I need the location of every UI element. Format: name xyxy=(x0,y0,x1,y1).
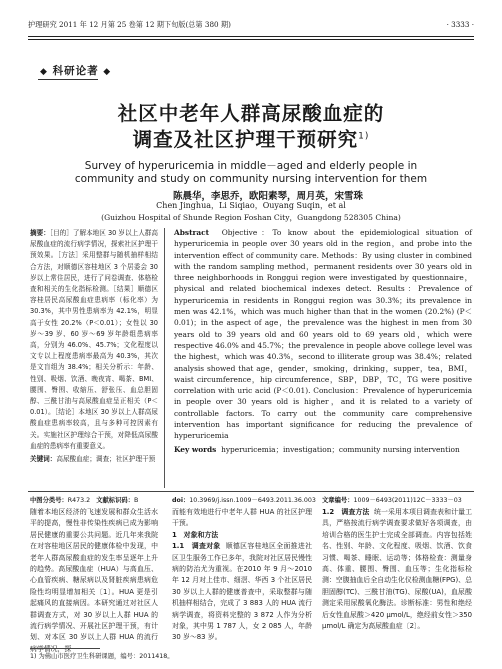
keywords-en-body: hyperuricemia；investigation；community nursing intervention xyxy=(221,444,460,454)
section-underline xyxy=(38,79,98,80)
abstract-en-label: Abstract xyxy=(174,228,210,237)
abstract-cn-body: ［目的］了解本地区 30 岁以上人群高尿酸血症的流行病学情况，探索社区护理干预效果。［方法］采用整群与随机抽样相结合方法，对顺德区容桂地区 3 个居委会 30 岁以上常住居民，进行了问卷调查、体格检查和相关的生化指标检测。［结果］顺德区容桂居民高尿酸血症患病率（标化率）为 30.3%，其中男性患病率为 42.1%，明显高于女性 20.2%（P＜0.01）；女性以 30 岁～39 岁、60 岁～69 岁年龄组患病率高，分别为 46.0%、45.7%；文化程度以文专以上程度患病率最高为 40.3%，其次是文盲组为 38.4%；相关分析示：年龄、性别、吸烟、饮酒、晚夜宵、喝茶、BMI、腰围、臀围、收缩压、舒张压、血总胆固醇、三酰甘油与高尿酸血症呈正相关（P＜0.01）。［结论］本地区 30 岁以上人群高尿酸血症患病率较高，且与多种可控因素有关。实施社区护理综合干预，对降低高尿酸血症的患病率有重要意义。 xyxy=(30,229,158,450)
abstract-cn-label: 摘要： xyxy=(30,229,50,237)
clc-value: R473.2 xyxy=(67,497,91,504)
classification-line xyxy=(30,495,138,504)
footnote-rule xyxy=(30,648,100,649)
journal-info: 护理研究 2011 年 12 月第 25 卷第 12 期下旬版(总第 380 期) xyxy=(28,20,231,29)
body-column-1: 随着本地区经济的飞速发展和群众生活水平的提高，慢性非传染性疾病已成为影响居民健康的重要公共问题。近几年来我院在对容桂地区居民的健康体检中发现，中老年人群高尿酸血症的发生率呈逐年上升的趋势。高尿酸血症（HUA）与高血压、心血管疾病、糖尿病以及肾脏疾病患病危险性均明显增加相关〔1〕。HUA 更是引起痛风的直接病因。本研究通过对社区人群调查方式，对 30 岁以上人群 HUA 的流行病学情况、开展社区护理干预，有计划、对本区 30 岁以上人群 HUA 的流行病学情况，探 xyxy=(30,508,158,653)
title-en-line2: community and study on community nursing intervention for them xyxy=(74,173,428,185)
abstract-bottom-rule xyxy=(28,491,474,492)
article-number-line xyxy=(322,495,462,504)
page-number: · 3333 · xyxy=(446,20,474,29)
footnote: 1) 为佛山市医疗卫生科研课题，编号：2011418。 xyxy=(30,653,174,660)
article-no-value: 1009－6493(2011)12C－3333－03 xyxy=(353,497,462,504)
col2-body: 顺德区容桂地区全面推进社区卫生服务工作已多年，我院对社区居民慢性病的防治尤为重视。在2010 年 9 月～2010 年 12 月对上佳市、细滘、华西 3 个社区居民 30 岁以上人群的健康普查中，采取整群与随机抽样相结合，完成了 3 883 人的 HUA 流行病学调查，将资料完整的 3 872 人作为分析对象，其中男 1 787 人，女 2 085 人，年龄 30 岁～83 岁。 xyxy=(172,542,312,642)
title-cn-line1: 社区中老年人群高尿酸血症的 xyxy=(117,102,385,125)
title-cn-line2-text: 调查及社区护理干预研究 xyxy=(132,128,359,151)
body-column-3 xyxy=(322,507,472,632)
article-no-label: 文章编号： xyxy=(322,497,354,504)
clc-label: 中图分类号： xyxy=(30,497,68,504)
section-tag-label: 科研论著 xyxy=(52,65,99,77)
bullet-icon: ◆ xyxy=(103,67,112,77)
title-footnote-mark: 1) xyxy=(358,131,370,142)
keywords-en-label: Key words xyxy=(174,444,217,454)
doc-code-label: 文献标识码： xyxy=(96,497,134,504)
keywords-cn-body: 高尿酸血症；调查；社区护理干预 xyxy=(56,455,156,464)
doi-value: 10.3969/j.issn.1009－6493.2011.36.003 xyxy=(189,497,316,504)
authors-en: Chen Jinghua，Li Siqiao，Ouyang Suqin，et al xyxy=(156,201,346,210)
title-cn-line2 xyxy=(0,124,502,152)
subheading-methods: 1.2 调查方法 xyxy=(322,508,370,516)
col2-intro: 而能有效地进行中老年人群 HUA 的社区护理干预。 xyxy=(172,508,312,528)
keywords-cn xyxy=(30,454,158,465)
col2-paragraph xyxy=(172,541,312,644)
running-header xyxy=(28,18,474,32)
section-heading-methods: 1 对象和方法 xyxy=(172,530,219,539)
abstract-cn xyxy=(30,228,158,465)
doi-line xyxy=(172,495,316,504)
abstract-en xyxy=(174,227,472,455)
header-rule-bottom xyxy=(28,39,474,40)
title-en-line1: Survey of hyperuricemia in middle－aged and elderly people in xyxy=(84,160,418,172)
bullet-icon: ◆ xyxy=(40,67,48,77)
abstract-en-body: Objective：To know about the epidemiological situation of hyperuricemia in people over 30 years old in the region，and probe into the intervention effect of community care. Methods：By using cluster in combined with the random sampling method，permanent residents over 30 years old in three neighborhoods in Ronggui region were investigated by questionnaire，physical and related biochemical indexes detect. Results：Prevalence of hyperuricemia in residents in Ronggui region was 30.3%；its prevalence in men was 42.1%，which was much higher than that in the women (20.2%) (P＜0.01)；in the aspect of age，the prevalence was the highest in men from 30 years old to 39 years old and 60 years old to 69 years old，which were respective 46.0% and 45.7%；the prevalence in people above college level was the highest，which was 40.3%，second to illiterate group was 38.4%；related analysis showed that age，gender，smoking，drinking，supper，tea，BMI，waist circumference，hip circumference，SBP，DBP，TC，TG were positive correlation with uric acid (P＜0.01). Conclusion：Prevalence of hyperuricemia in people over 30 years old is higher，and it is related to a variety of controllable factors. To carry out the community care comprehensive intervention has important significance for reducing the prevalence of hyperuricemia xyxy=(174,228,472,441)
doc-code-value: B xyxy=(133,497,139,504)
body-column-2 xyxy=(172,507,312,644)
doi-label: doi： xyxy=(172,497,190,504)
col3-body: 统一采用本项目调查表和计量工具，严格按流行病学调查要求做好各项调查，由培训合格的医生护士完成全部调查。内容包括姓名、性别、年龄、文化程度、吸烟、饮酒、饮食习惯、喝茶、睡眠、运动等；体格检查：测量身高、体重、腰围、臀围、血压等；生化指标检测：空腹抽血后全自动生化仪检测血糖(FPG)、总胆固醇(TC)、三酰甘油(TG)、尿酸(UA)，血尿酸测定采用尿酸氧化酶法。诊断标准：男性和绝经后女性血尿酸＞420 μmol/L，绝经前女性＞350 μmol/L 确定为高尿酸血症〔2〕。 xyxy=(322,508,472,631)
authors-cn: 陈晨华，李思乔，欧阳素琴，周月英，宋雪珠 xyxy=(172,191,363,202)
section-tag xyxy=(40,63,111,78)
keywords-cn-label: 关键词： xyxy=(30,455,57,464)
affiliation: (Guizhou Hospital of Shunde Region Foshan City，Guangdong 528305 China) xyxy=(101,213,401,222)
subheading-subjects: 1.1 调查对象 xyxy=(172,542,221,551)
header-rule-top xyxy=(28,36,474,37)
abstract-divider xyxy=(164,228,165,488)
keywords-en xyxy=(174,444,472,455)
